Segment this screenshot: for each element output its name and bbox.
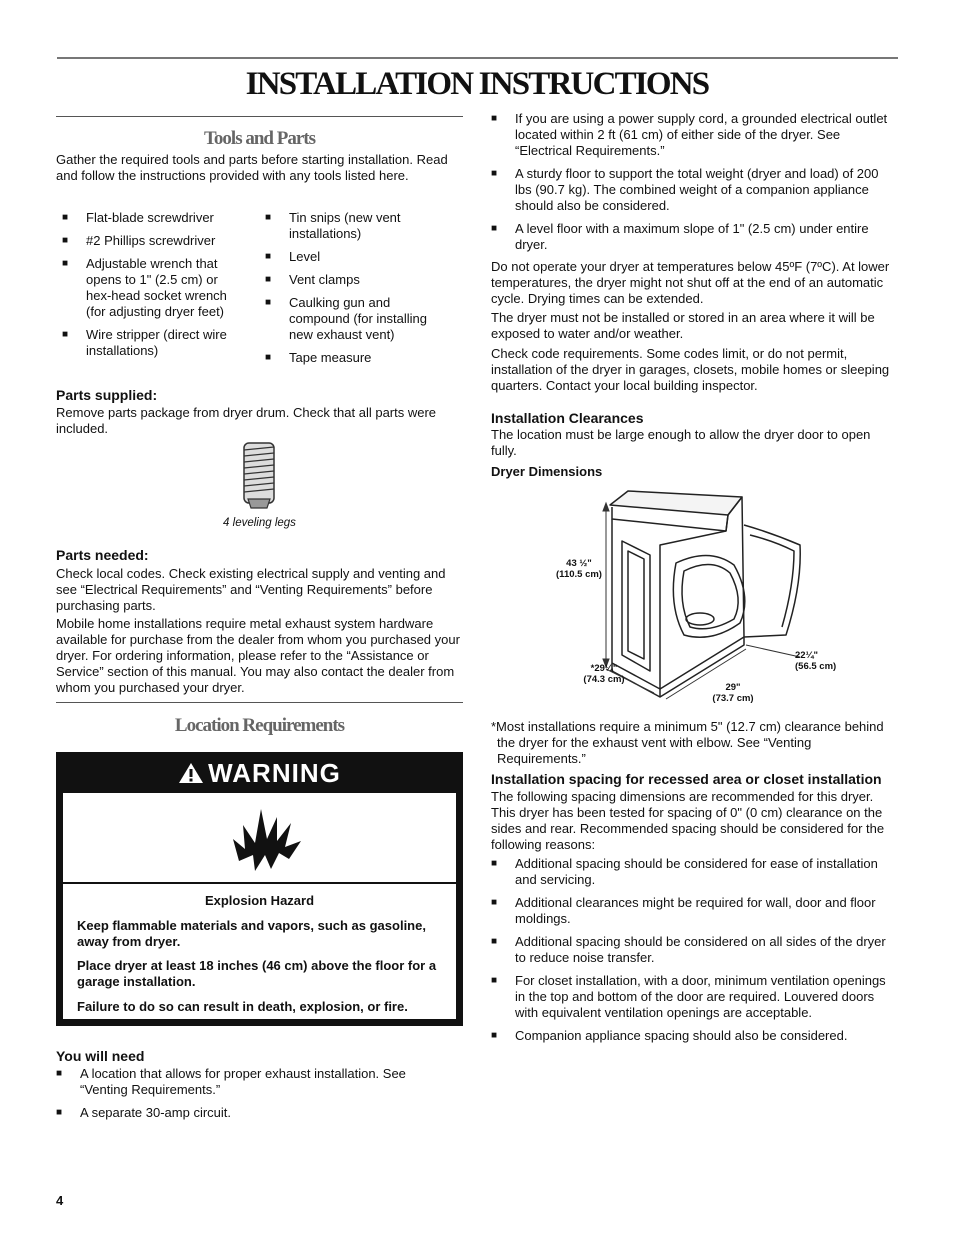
you-will-need-heading: You will need — [56, 1048, 145, 1064]
hazard-line-1: Keep flammable materials and vapors, such as gasoline, away from dryer. — [77, 918, 426, 949]
list-item: ■ Additional clearances might be required for wall, door and floor moldings. — [491, 895, 891, 927]
list-item: ■ A separate 30-amp circuit. — [56, 1105, 451, 1121]
warning-separator — [63, 882, 456, 884]
leveling-leg-icon — [240, 441, 278, 511]
temperature-paragraph: Do not operate your dryer at temperatures below 45ºF (7ºC). At lower temperatures, the dryer might not shut off at the end of an automatic cycle. Drying times can be extended. — [491, 259, 890, 306]
list-item: ■ Vent clamps — [265, 272, 450, 288]
warning-body — [62, 792, 457, 1020]
list-item: ■ If you are using a power supply cord, a grounded electrical outlet located within 2 ft (61 cm) of either side of the dryer. See “Electrical Requirements.” — [491, 111, 896, 159]
page-number: 4 — [56, 1193, 64, 1208]
list-item: ■ A sturdy floor to support the total weight (dryer and load) of 200 lbs (90.7 kg). The combined weight of a companion appliance should also be considered. — [491, 166, 896, 214]
water-paragraph: The dryer must not be installed or stored in an area where it will be exposed to water and/or weather. — [491, 310, 875, 341]
parts-supplied-heading: Parts supplied: — [56, 387, 158, 403]
explosion-icon — [231, 803, 303, 873]
warning-label: WARNING — [208, 758, 341, 788]
leveling-legs-caption: 4 leveling legs — [223, 517, 296, 529]
location-heading: Location Requirements — [174, 715, 345, 736]
width-dimension-label — [704, 682, 762, 704]
list-item: ■ Level — [265, 249, 450, 265]
list-item: ■ A level floor with a maximum slope of 1" (2.5 cm) under entire dryer. — [491, 221, 896, 253]
parts-needed-p1: Check local codes. Check existing electrical supply and venting and see “Electrical Requirements” and “Venting Requirements” before purchasing parts. — [56, 566, 446, 613]
list-item: ■ A location that allows for proper exhaust installation. See “Venting Requirements.” — [56, 1066, 451, 1098]
dim-text: (73.7 cm) — [712, 693, 754, 704]
tools-list-col2 — [265, 210, 450, 366]
tools-rule — [56, 116, 463, 117]
spacing-heading: Installation spacing for recessed area or closet installation — [491, 771, 882, 787]
list-item: ■ Tin snips (new vent installations) — [265, 210, 450, 242]
list-item: ■ Tape measure — [265, 350, 450, 366]
list-item: ■ #2 Phillips screwdriver — [62, 233, 242, 249]
list-item: ■ For closet installation, with a door, minimum ventilation openings in the top and bottom of the door are required. Louvered doors with equivalent ventilation openings are acceptable. — [491, 973, 891, 1021]
dim-text: (74.3 cm) — [583, 674, 625, 685]
dim-text: 43 ½" — [566, 558, 592, 569]
parts-supplied-text: Remove parts package from dryer drum. Check that all parts were included. — [56, 405, 437, 436]
location-rule — [56, 702, 463, 703]
list-item: ■ Caulking gun and compound (for installing new exhaust vent) — [265, 295, 450, 343]
hazard-line-3: Failure to do so can result in death, explosion, or fire. — [77, 999, 408, 1014]
spacing-reasons-list — [491, 856, 891, 1044]
vent-clearance-note: *Most installations require a minimum 5" (12.7 cm) clearance behind the dryer for the exhaust vent with elbow. See “Venting Requirements.” — [491, 719, 884, 766]
dim-text: 29" — [725, 682, 741, 693]
tools-intro: Gather the required tools and parts before starting installation. Read and follow the instructions provided with any tools listed here. — [56, 152, 448, 183]
depth-dimension-label — [575, 663, 633, 685]
hazard-title: Explosion Hazard — [204, 893, 315, 908]
dim-text: *29¼" — [590, 663, 618, 674]
page-title: INSTALLATION INSTRUCTIONS — [245, 66, 709, 102]
parts-needed-heading: Parts needed: — [56, 547, 149, 563]
list-item: ■ Wire stripper (direct wire installations) — [62, 327, 242, 359]
dim-text: (110.5 cm) — [556, 569, 602, 580]
code-paragraph: Check code requirements. Some codes limit, or do not permit, installation of the dryer in garages, closets, mobile homes or sleeping quarters. Contact your local building inspector. — [491, 346, 890, 393]
dim-text: 22¼" — [795, 650, 818, 661]
hazard-line-2: Place dryer at least 18 inches (46 cm) above the floor for a garage installation. — [77, 958, 437, 989]
height-dimension-label — [549, 558, 609, 580]
dim-text: (56.5 cm) — [795, 661, 837, 672]
parts-needed-p2: Mobile home installations require metal exhaust system hardware available for purchase from the dealer from whom you purchased your dryer. For ordering information, please refer to the “Assistance or Service” section of this manual. You may also contact the dealer from whom you purchased your dryer. — [56, 616, 460, 695]
list-item: ■ Additional spacing should be considered for ease of installation and servicing. — [491, 856, 891, 888]
spacing-text: The following spacing dimensions are recommended for this dryer. This dryer has been tested for spacing of 0" (0 cm) clearance on the sides and rear. Recommended spacing should be considered for the following reasons: — [491, 789, 885, 852]
top-rule — [57, 57, 898, 59]
tools-heading: Tools and Parts — [204, 128, 315, 149]
door-dimension-label — [795, 650, 847, 672]
warning-box — [56, 752, 463, 1026]
list-item: ■ Additional spacing should be considered on all sides of the dryer to reduce noise transfer. — [491, 934, 891, 966]
list-item: ■ Flat-blade screwdriver — [62, 210, 242, 226]
you-will-need-list — [56, 1066, 451, 1121]
warning-triangle-icon — [178, 762, 204, 784]
dimensions-heading: Dryer Dimensions — [491, 464, 603, 479]
clearances-heading: Installation Clearances — [491, 410, 644, 426]
list-item: ■ Companion appliance spacing should also be considered. — [491, 1028, 891, 1044]
warning-header — [58, 754, 461, 792]
tools-list-col1 — [62, 210, 242, 359]
list-item: ■ Adjustable wrench that opens to 1" (2.5 cm) or hex-head socket wrench (for adjusting dryer feet) — [62, 256, 242, 320]
clearances-text: The location must be large enough to allow the dryer door to open fully. — [491, 427, 871, 458]
location-list-1 — [491, 111, 896, 253]
